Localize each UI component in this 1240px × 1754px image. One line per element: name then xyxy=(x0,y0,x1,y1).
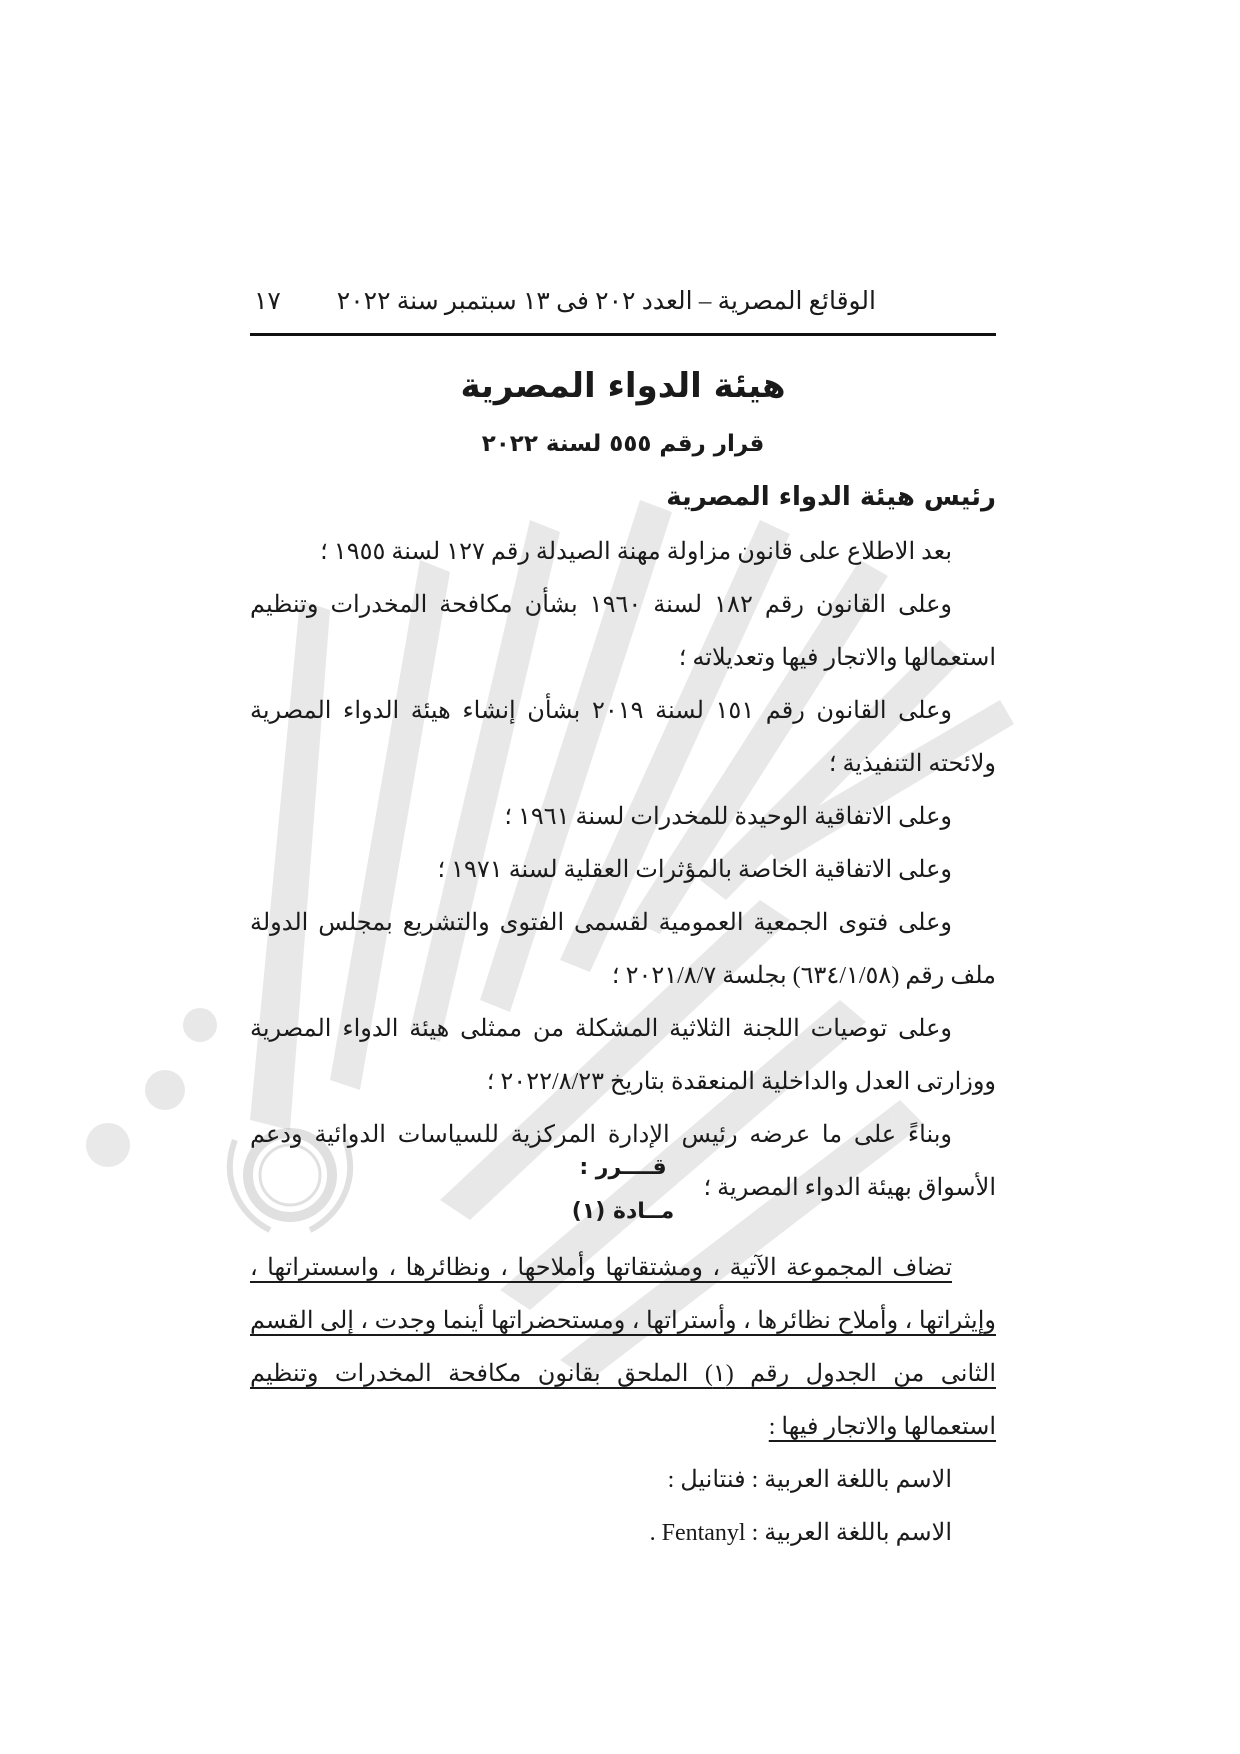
preamble-clause: وعلى القانون رقم ١٨٢ لسنة ١٩٦٠ بشأن مكافحة المخدرات وتنظيم استعمالها والاتجار فيها وتعديلاته ؛ xyxy=(250,592,996,671)
article-body xyxy=(250,1242,996,1560)
preamble xyxy=(250,526,996,1215)
preamble-clause: وعلى توصيات اللجنة الثلاثية المشكلة من ممثلى هيئة الدواء المصرية ووزارتى العدل والداخلية المنعقدة بتاريخ ٢٠٢٢/٨/٢٣ ؛ xyxy=(250,1016,996,1095)
decree-title: قرار رقم ٥٥٥ لسنة ٢٠٢٢ xyxy=(481,431,765,457)
page-header xyxy=(250,280,996,320)
gazette-title: الوقائع المصرية – العدد ٢٠٢ فى ١٣ سبتمبر سنة ٢٠٢٢ xyxy=(336,288,876,315)
organization-title: هيئة الدواء المصرية xyxy=(460,366,786,406)
decided-heading: قــــرر : xyxy=(579,1155,667,1180)
english-name-line: الاسم باللغة العربية : Fentanyl . xyxy=(649,1520,952,1546)
preamble-clause: وعلى الاتفاقية الوحيدة للمخدرات لسنة ١٩٦١ ؛ xyxy=(504,804,952,830)
issuer-heading: رئيس هيئة الدواء المصرية xyxy=(666,482,996,512)
article-title: مــادة (١) xyxy=(571,1199,675,1224)
preamble-clause: وعلى الاتفاقية الخاصة بالمؤثرات العقلية لسنة ١٩٧١ ؛ xyxy=(437,857,952,883)
preamble-clause: وبناءً على ما عرضه رئيس الإدارة المركزية للسياسات الدوائية ودعم الأسواق بهيئة الدواء المصرية ؛ xyxy=(250,1122,996,1201)
article-text: تضاف المجموعة الآتية ، ومشتقاتها وأملاحها ، ونظائرها ، واسستراتها ، وإيثراتها ، وأملاح نظائرها ، وأستراتها ، ومستحضراتها أينما وجدت ، إلى القسم الثانى من الجدول رقم (١) الملحق بقانون مكافحة المخدرات وتنظيم استعمالها والاتجار فيها : xyxy=(250,1255,996,1440)
page-number: ١٧ xyxy=(254,288,281,315)
preamble-clause: وعلى القانون رقم ١٥١ لسنة ٢٠١٩ بشأن إنشاء هيئة الدواء المصرية ولائحته التنفيذية ؛ xyxy=(250,698,996,777)
arabic-name-line: الاسم باللغة العربية : فنتانيل : xyxy=(667,1467,952,1493)
preamble-clause: بعد الاطلاع على قانون مزاولة مهنة الصيدلة رقم ١٢٧ لسنة ١٩٥٥ ؛ xyxy=(320,539,952,565)
preamble-clause: وعلى فتوى الجمعية العمومية لقسمى الفتوى والتشريع بمجلس الدولة ملف رقم (٦٣٤/١/٥٨) بجلسة ٢٠٢١/٨/٧ ؛ xyxy=(250,910,996,989)
header-divider xyxy=(250,333,996,336)
